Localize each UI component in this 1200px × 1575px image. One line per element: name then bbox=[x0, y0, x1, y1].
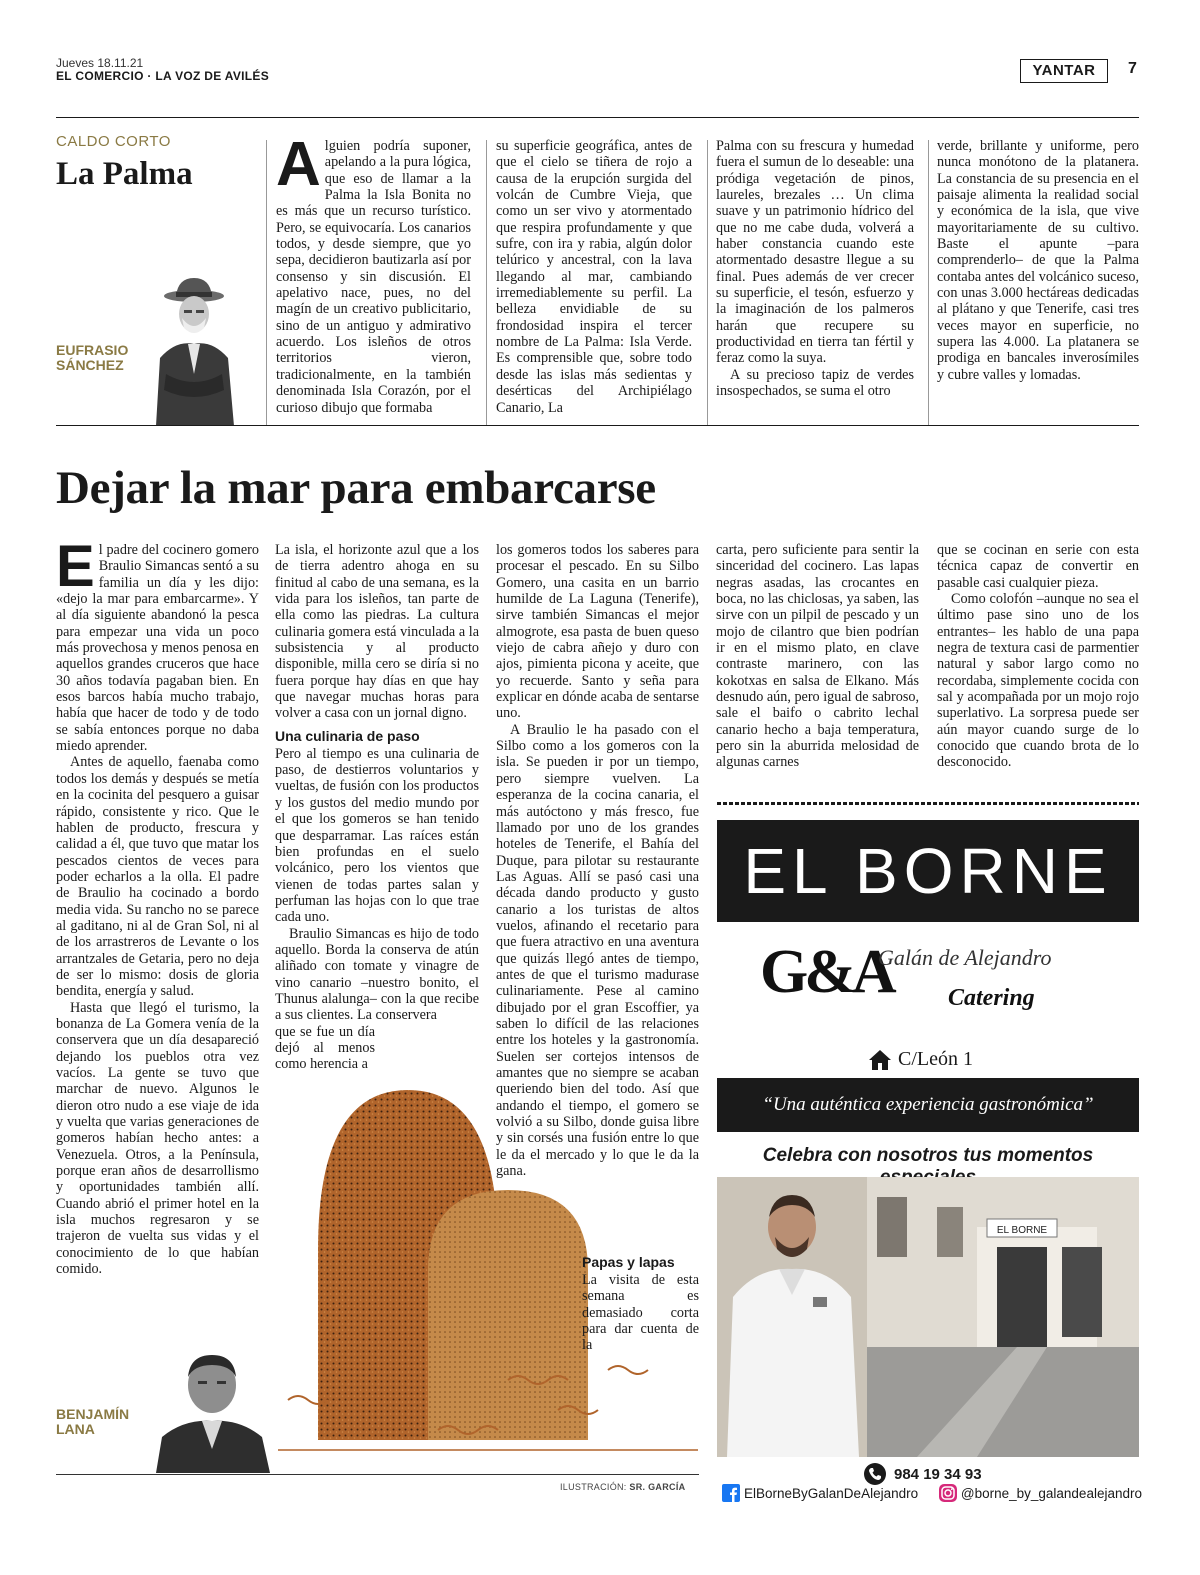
subhead-culinaria: Una culinaria de paso bbox=[275, 727, 420, 744]
restaurant-sign: EL BORNE bbox=[996, 1225, 1048, 1236]
article-text-col-3-tail: Papas y lapas La visita de esta semana es demasiado corta para dar cuenta de la bbox=[582, 1254, 699, 1354]
column-author bbox=[56, 343, 128, 373]
article-author bbox=[56, 1407, 129, 1437]
ad-brand: EL BORNE bbox=[743, 835, 1113, 907]
author-photo-eufrasio bbox=[146, 274, 242, 426]
article-headline: Dejar la mar para embarcarse bbox=[56, 462, 656, 514]
author-first-name: EUFRASIO bbox=[56, 342, 129, 358]
dropcap-a: A bbox=[276, 130, 321, 199]
subhead-papas: Papas y lapas bbox=[582, 1254, 675, 1270]
column-title: La Palma bbox=[56, 156, 193, 192]
ad-slogan: “Una auténtica experiencia gastronómica” bbox=[762, 1094, 1094, 1115]
article-text-col-4: carta, pero suficiente para sentir la sinceridad del cocinero. Las lapas negras asadas, las crocantes en boca, no las chiclosas, ya saben, las sirve con un pilpil de pescado y un mojo de cilantro que bien podrían ir en el mismo plato, en clave contraste marinero, con las kokotxas en salsa de Elkano. Más desnudo aún, pero igual de sabroso, sale el baifo o cabrito lechal canario hecho a baja temperatura, pero sin la aburrida melosidad de algunas carnes bbox=[716, 542, 919, 771]
column-divider bbox=[486, 140, 487, 425]
article-text-col-1: El padre del cocinero gomero Braulio Simancas sentó a su familia un día y les dijo: «dejo la mar para embarcarme». Y al día siguiente abandonó la pesca para empezar una vida un poco más provechosa y menos penosa en aquellos grandes cruceros que hace 30 años todavía pagaban bien. En esos barcos había mucho trabajo, había que hacer de todo y de todo se sabía entonces porque no daba miedo aprender. Antes de aquello, faenaba como todos los demás y después se metía en la cocinita del pesquero a guisar rápido, consistente y rico. Que le hablen de producto, frescura y calidad a él, que tuvo que matar los pescados cientos de veces para poder echarlos a la olla. El padre de Braulio ha cocinado a bordo media vida. Su rancho no se parece al gaditano, ni al de Gran Sol, ni al de los arrastreros de Levante o los arrantzales de Getaria, pero no deja de ser lo mismo: dosis de gloria bendita, energía y salud. Hasta que llegó el turismo, la bonanza de La Gomera venía de la conservera que un día desapareció dejando los pueblos otra vez vacíos. La gente se tuvo que marchar de nuevo. Algunos le dieron otro nudo a ese viaje de ida y vuelta que varias generaciones de gomeros habían hecho antes: a Venezuela. Otros, a la Península, porque eran años de desarrollismo y oportunidades también allí. Cuando abrió el primer hotel en la isla muchos regresaron y se trajeron de vuelta sus vidas y el conocimiento de lo que habían comido. bbox=[56, 534, 259, 1278]
article-text-col-2: La isla, el horizonte azul que a los de tierra adentro ahoga en su finitud al cabo de una semana, es la vida para los isleños, tan parte de ella como las piedras. La cultura culinaria gomera está vinculada a la subsistencia y al producto disponible, milla cero se diría si no fuera porque hay días en que hay que navegar muchas horas para volver a casa con un jornal digno. Una culinaria de paso Pero al tiempo es una culinaria de paso, de destierros voluntarios y vueltas, de fusión con los productos y los gustos del medio mundo por el que los gomeros se han tenido que desparramar. Las raíces están bien profundas en el suelo volcánico, pero los vientos que vienen de todas partes salan y perfuman las hojas con lo que trae cada uno. Braulio Simancas es hijo de todo aquello. Borda la conserva de atún aliñado con tomate y vinagre de vino canario –nuestro bonito, el Thunus alalunga– con la que recibe a sus clientes. La conservera que se fue un día dejó al menos como herencia a bbox=[275, 542, 479, 1073]
facebook-icon bbox=[722, 1484, 740, 1502]
column-text-col-1: Alguien podría suponer, apelando a la pura lógica, que eso de llamar a la Palma la Isla Bonita no es más que un recurso turístico. Pero, se equivocaría. Los canarios todos, y desde siempre, que yo sepa, decidieron bautizarla así por consenso y sin discusión. El apelativo nace, pues, no del magín de un creativo publicitario, sino de un antiguo y admirativo acuerdo. Los isleños de otros territorios vieron, tradicionalmente, en la también denominada Isla Corazón, por el curioso dibujo que formaba bbox=[276, 130, 471, 416]
facebook-link[interactable]: ElBorneByGalanDeAlejandro bbox=[722, 1484, 918, 1502]
page-number: 7 bbox=[1128, 60, 1137, 77]
section-rule bbox=[56, 425, 1139, 426]
header-rule bbox=[56, 117, 1139, 118]
instagram-icon bbox=[939, 1484, 957, 1502]
dropcap-e: E bbox=[56, 534, 95, 599]
author-last-name: LANA bbox=[56, 1421, 95, 1437]
column-text-col-2: su superficie geográfica, antes de que el cielo se tiñera de rojo a causa de la erupción surgida del volcán de Cumbre Vieja, que como un ser vivo y atormentado que respira profundamente y que sufre, con ira y rabia, algún dolor telúrico y ancestral, con la lava llegando al mar, cambiando irremediablemente su perfil. La belleza envidiable de su frondosidad inspira el tercer nombre de La Palma: Isla Verde. Es comprensible que, sobre todo desde las islas más sedientas y desérticas del Archipiélago Canario, La bbox=[496, 138, 692, 416]
instagram-link[interactable]: @borne_by_galandealejandro bbox=[939, 1484, 1142, 1502]
newspaper-name: EL COMERCIO · LA VOZ DE AVILÉS bbox=[56, 69, 270, 83]
column-text-col-3: Palma con su frescura y humedad fuera el sumun de lo deseable: una pródiga vegetación de pinos, laureles, brezales … Un clima suave y un patrimonio hídrico del que no me cabe duda, volverá a haber constancia cuando este atormentado desastre llegue a su final. Pues además de ver crecer su superficie, el tesón, esfuerzo y la imaginación de los palmeros harán que recupere su productividad en tierra tan fértil y feraz como la suya. A su precioso tapiz de verdes insospechados, se suma el otro bbox=[716, 138, 914, 400]
ad-social-row bbox=[722, 1484, 1142, 1502]
ad-top-rule bbox=[717, 802, 1139, 805]
home-icon bbox=[868, 1049, 892, 1071]
ad-brand-banner bbox=[717, 820, 1139, 922]
ad-script-name: Galán de Alejandro bbox=[878, 945, 1052, 970]
phone-icon bbox=[864, 1463, 886, 1485]
ad-chef-photo bbox=[717, 1177, 1139, 1457]
column-divider bbox=[266, 140, 267, 425]
article-bottom-rule bbox=[56, 1474, 699, 1475]
chef-restaurant-image bbox=[717, 1177, 1139, 1457]
illustration-credit: ILUSTRACIÓN: SR. GARCÍA bbox=[560, 1482, 686, 1492]
ad-slogan-bar bbox=[717, 1078, 1139, 1132]
column-kicker: CALDO CORTO bbox=[56, 133, 171, 150]
ad-catering: Catering bbox=[948, 985, 1035, 1011]
author-first-name: BENJAMÍN bbox=[56, 1406, 130, 1422]
issue-date: Jueves 18.11.21 bbox=[56, 56, 144, 70]
article-text-col-5: que se cocinan en serie con esta técnica capaz de convertir en pasable casi cualquier pieza. Como colofón –aunque no sea el último pase sino uno de los entrantes– les hablo de una papa negra de textura casi de parmentier natural y sabor largo como no recordaba, simplemente cocida con sal y acompañada por un mojo rojo superlativo. La sorpresa puede ser aún mayor cuando surge de lo conocido que cuando brota de lo desconocido. bbox=[937, 542, 1139, 771]
column-divider bbox=[707, 140, 708, 425]
section-label: YANTAR bbox=[1020, 59, 1108, 83]
ad-address: C/León 1 bbox=[868, 1048, 973, 1071]
column-divider bbox=[928, 140, 929, 425]
author-last-name: SÁNCHEZ bbox=[56, 357, 124, 373]
author-photo-benjamin bbox=[150, 1345, 275, 1473]
column-text-col-4: verde, brillante y uniforme, pero nunca monótono de la platanera. La constancia de su presencia en el paisaje alimenta la realidad social y económica de la isla, que vive mayoritariamente de su cultivo. Baste el apunte –para comprenderlo– de que la Palma contaba antes del volcánico suceso, con unas 3.000 hectáreas dedicadas al plátano y que Tenerife, casi tres veces mayor en superficie, no supera las 4.000. La platanera se prodiga en bancales inverosímiles y cubre valles y lomadas. bbox=[937, 138, 1139, 383]
ad-logo: G&A bbox=[760, 938, 893, 1006]
ad-tagline: Celebra con nosotros tus momentos bbox=[762, 1145, 1094, 1166]
ad-phone: 984 19 34 93 bbox=[864, 1463, 982, 1485]
article-text-col-3: los gomeros todos los saberes para procesar el pescado. En su Silbo Gomero, una casita en un barrio humilde de La Laguna (Tenerife), sirve también Simancas el mejor almogrote, esa pasta de buen queso viejo de cabra añejo y duro con ajos, pimienta picona y aceite, que yo recuerde. Santo y seña para explicar en dónde acaba de sentarse uno. A Braulio le ha pasado con el Silbo como a los gomeros con la isla. Se pueden ir por un tiempo, pero siempre vuelven. La esperanza de la cocina canaria, el más autóctono y más fresco, fue llamado por uno de los grandes hoteles de Tenerife, el Bahía del Duque, para pilotar su restaurante Las Aguas. Allí se pasó casi una década dando producto y gusto canario a los turistas de altos vuelos, afinando el recetario para que fuera atractivo en una aventura que quizás llegó antes de tiempo, antes de que el turismo madurase culinariamente. Pese al camino dibujado por el gran Escoffier, ya saben lo difícil de las relaciones entre los hoteles y la gastronomía. Suelen ser cortejos intensos de amantes que no siempre se acaban queriendo bien del todo. Así que andando el tiempo, el gomero se volvió a su Silbo, donde guisa libre y sin corsés una fusión entre lo que le da el mercado y lo que le da la gana. bbox=[496, 542, 699, 1180]
